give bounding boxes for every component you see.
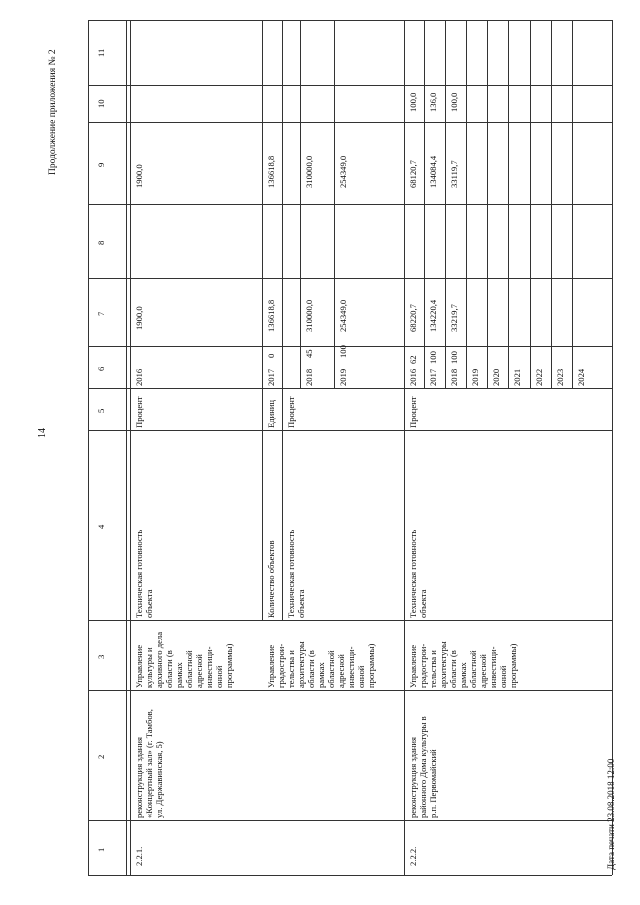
- row-value: 45: [304, 349, 314, 358]
- continuation-label: Продолжение приложения № 2: [48, 49, 58, 175]
- row-executor: онной: [498, 665, 508, 688]
- row-unit: Процент: [134, 396, 144, 428]
- row-col7: 134220,4: [428, 299, 438, 332]
- row-separator: [404, 20, 405, 875]
- row-value: 100: [338, 345, 348, 358]
- row-indicator: Техническая готовность: [286, 529, 296, 618]
- table-border-left: [88, 20, 89, 875]
- column-number: 4: [96, 524, 106, 529]
- row-indicator: Количество объектов: [266, 540, 276, 618]
- row-year: 2024: [576, 368, 586, 386]
- row-col9: 136618,8: [266, 155, 276, 188]
- row-name: р.п. Первомайский: [428, 749, 438, 818]
- column-number: 9: [96, 162, 106, 167]
- table-border-right: [612, 20, 613, 875]
- row-executor: градострои-: [276, 643, 286, 688]
- row-executor: областной: [326, 650, 336, 688]
- row-executor: программы): [224, 643, 234, 688]
- row-year: 2020: [491, 368, 501, 386]
- row-year: 2016: [408, 368, 418, 386]
- row-indicator: объекта: [418, 589, 428, 618]
- column-separator: [88, 620, 612, 621]
- table-border-top: [88, 20, 612, 21]
- column-separator: [88, 278, 612, 279]
- column-number: 3: [96, 654, 106, 659]
- row-year: 2023: [555, 368, 565, 386]
- column-number: 8: [96, 240, 106, 245]
- row-executor: адресной: [336, 654, 346, 688]
- row-col9: 134084,4: [428, 155, 438, 188]
- subrow-separator: [282, 346, 283, 620]
- row-executor: Управление: [408, 644, 418, 688]
- table-border-bottom: [88, 875, 612, 876]
- row-executor: Управление: [134, 644, 144, 688]
- row-executor: адресной: [194, 654, 204, 688]
- row-col10: 136,0: [428, 92, 438, 112]
- row-executor: архитектуры: [296, 641, 306, 688]
- row-col9: 310000,0: [304, 155, 314, 188]
- column-separator: [88, 346, 612, 347]
- column-number: 10: [96, 98, 106, 108]
- row-col10: 100,0: [449, 92, 459, 112]
- row-executor: онной: [356, 665, 366, 688]
- row-year: 2018: [304, 368, 314, 386]
- row-executor: архивного дела: [154, 631, 164, 688]
- row-executor: рамках: [458, 662, 468, 688]
- column-separator: [88, 204, 612, 205]
- row-executor: Управление: [266, 644, 276, 688]
- row-indicator: Техническая готовность: [408, 529, 418, 618]
- column-separator: [88, 430, 612, 431]
- row-indicator: объекта: [296, 589, 306, 618]
- row-col7: 68220,7: [408, 304, 418, 332]
- column-separator: [88, 690, 612, 691]
- row-executor: областной: [184, 650, 194, 688]
- row-col7: 33219,7: [449, 304, 459, 332]
- year-separator: [487, 20, 488, 388]
- row-col7: 136618,8: [266, 299, 276, 332]
- row-executor: адресной: [478, 654, 488, 688]
- row-executor: инвестици-: [204, 646, 214, 688]
- year-separator: [530, 20, 531, 388]
- row-number: 2.2.1.: [134, 846, 144, 866]
- row-col7: 254349,0: [338, 299, 348, 332]
- row-indicator: объекта: [144, 589, 154, 618]
- row-executor: инвестици-: [488, 646, 498, 688]
- subrow-separator: [282, 20, 283, 346]
- row-col10: 100,0: [408, 92, 418, 112]
- row-year: 2022: [534, 368, 544, 386]
- year-separator: [424, 20, 425, 388]
- row-value: 62: [408, 355, 418, 364]
- row-unit: Процент: [408, 396, 418, 428]
- column-number: 6: [96, 366, 106, 371]
- row-col9: 68120,7: [408, 160, 418, 188]
- column-separator: [88, 85, 612, 86]
- row-separator: [405, 20, 406, 21]
- row-executor: онной: [214, 665, 224, 688]
- row-year: 2019: [470, 368, 480, 386]
- header-separator-double: [130, 20, 131, 875]
- row-col9: 33119,7: [449, 160, 459, 188]
- row-executor: области (в: [164, 650, 174, 688]
- year-separator: [334, 20, 335, 388]
- row-year: 2017: [428, 368, 438, 386]
- row-executor: программы): [508, 643, 518, 688]
- column-separator: [88, 122, 612, 123]
- print-date: Дата печати 23.08.2018 12:00: [606, 758, 616, 870]
- row-executor: области (в: [448, 650, 458, 688]
- year-separator: [445, 20, 446, 388]
- row-value: 100: [449, 351, 459, 364]
- year-separator: [551, 20, 552, 388]
- row-year: 2017: [266, 368, 276, 386]
- column-number: 1: [96, 847, 106, 852]
- row-executor: области (в: [306, 650, 316, 688]
- row-year: 2019: [338, 368, 348, 386]
- row-executor: программы): [366, 643, 376, 688]
- row-executor: тельства и: [428, 650, 438, 688]
- row-executor: рамках: [174, 662, 184, 688]
- row-col9: 1900,0: [134, 164, 144, 188]
- column-number: 11: [96, 48, 106, 57]
- row-name: реконструкция здания: [408, 737, 418, 818]
- column-number: 5: [96, 408, 106, 413]
- row-executor: рамках: [316, 662, 326, 688]
- row-year: 2016: [134, 368, 144, 386]
- year-separator: [508, 20, 509, 388]
- row-unit: Процент: [286, 396, 296, 428]
- page-number: 14: [37, 428, 48, 438]
- row-value: 0: [266, 353, 276, 358]
- row-separator: [262, 20, 263, 620]
- row-indicator: Техническая готовность: [134, 529, 144, 618]
- row-col7: 310000,0: [304, 299, 314, 332]
- column-separator: [88, 820, 612, 821]
- row-unit: Единиц: [266, 399, 276, 428]
- row-executor: культуры и: [144, 647, 154, 688]
- row-executor: градострои-: [418, 643, 428, 688]
- row-name: «Концертный зал» (г. Тамбов,: [144, 709, 154, 818]
- row-col9: 254349,0: [338, 155, 348, 188]
- row-executor: областной: [468, 650, 478, 688]
- year-separator: [572, 20, 573, 388]
- year-separator: [466, 20, 467, 388]
- year-separator: [300, 20, 301, 388]
- row-executor: архитектуры: [438, 641, 448, 688]
- row-year: 2018: [449, 368, 459, 386]
- row-value: 100: [428, 351, 438, 364]
- row-name: реконструкция здания: [134, 737, 144, 818]
- column-number: 7: [96, 311, 106, 316]
- row-executor: инвестици-: [346, 646, 356, 688]
- column-number: 2: [96, 754, 106, 759]
- row-name: районного Дома культуры в: [418, 716, 428, 818]
- row-year: 2021: [512, 368, 522, 386]
- header-separator: [126, 20, 127, 875]
- row-number: 2.2.2.: [408, 846, 418, 866]
- row-name: ул. Державинская, 5): [154, 741, 164, 818]
- row-executor: тельства и: [286, 650, 296, 688]
- row-col7: 1900,0: [134, 306, 144, 330]
- column-separator: [88, 388, 612, 389]
